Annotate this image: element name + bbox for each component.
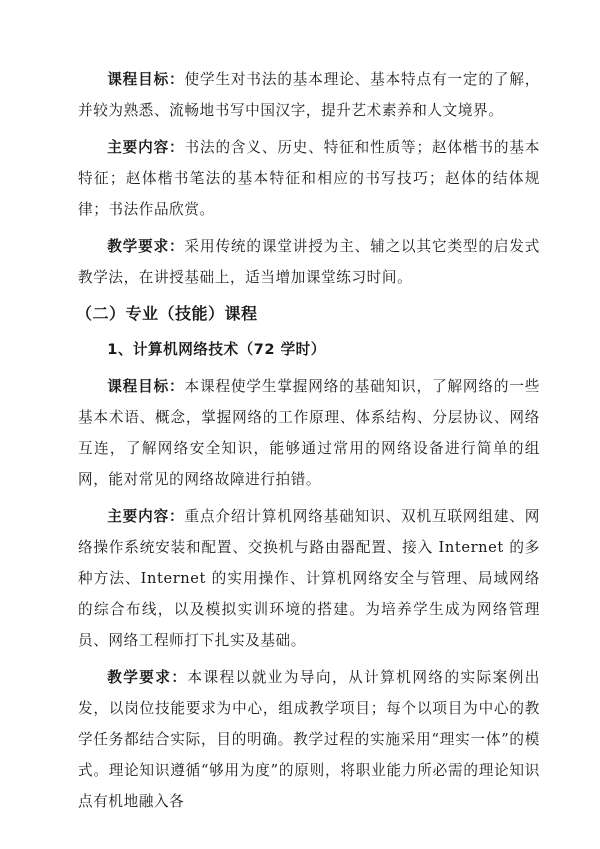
paragraph-main-content-calligraphy [78, 132, 540, 225]
paragraph-text: 重点介绍计算机网络基础知识、双机互联网组建、网络操作系统安装和配置、交换机与路由器配置、接入 Internet 的多种方法、Internet 的实用操作、计算机网络安全与管理、局域网络的综合布线，以及模拟实训环境的搭建。为培养学生成为网络管理员、网络工程师打下扎实及基础。 [78, 508, 540, 649]
paragraph-label: 教学要求： [107, 238, 185, 255]
section-heading: （二）专业（技能）课程 [76, 304, 258, 323]
paragraph-label: 课程目标： [107, 378, 185, 395]
paragraph-teaching-requirements-network [78, 662, 540, 817]
paragraph-label: 主要内容： [107, 508, 185, 525]
paragraph-course-goal-calligraphy [78, 64, 540, 126]
paragraph-teaching-requirements-calligraphy [78, 231, 540, 293]
course-heading: 1、计算机网络技术（72 学时） [107, 341, 326, 358]
paragraph-label: 教学要求： [107, 669, 188, 686]
paragraph-text: 书法的含义、历史、特征和性质等；赵体楷书的基本特征；赵体楷书笔法的基本特征和相应的书写技巧；赵体的结体规律；书法作品欣赏。 [78, 139, 540, 218]
paragraph-label: 主要内容： [107, 139, 185, 156]
paragraph-text: 采用传统的课堂讲授为主、辅之以其它类型的启发式教学法，在讲授基础上，适当增加课堂练习时间。 [78, 238, 540, 286]
paragraph-main-content-network [78, 501, 540, 656]
paragraph-text: 本课程使学生掌握网络的基础知识，了解网络的一些基本术语、概念，掌握网络的工作原理、体系结构、分层协议、网络互连，了解网络安全知识，能够通过常用的网络设备进行简单的组网，能对常见的网络故障进行拍错。 [78, 378, 540, 488]
paragraph-course-goal-network [78, 371, 540, 495]
paragraph-text: 本课程以就业为导向，从计算机网络的实际案例出发，以岗位技能要求为中心，组成教学项目；每个以项目为中心的教学任务都结合实际，目的明确。教学过程的实施采用“理实一体”的模式。理论知识遵循“够用为度”的原则，将职业能力所必需的理论知识点有机地融入各 [78, 669, 540, 810]
document-page [78, 64, 540, 823]
paragraph-label: 课程目标： [107, 71, 185, 88]
paragraph-text: 使学生对书法的基本理论、基本特点有一定的了解，并较为熟悉、流畅地书写中国汉字，提升艺术素养和人文境界。 [78, 71, 540, 119]
